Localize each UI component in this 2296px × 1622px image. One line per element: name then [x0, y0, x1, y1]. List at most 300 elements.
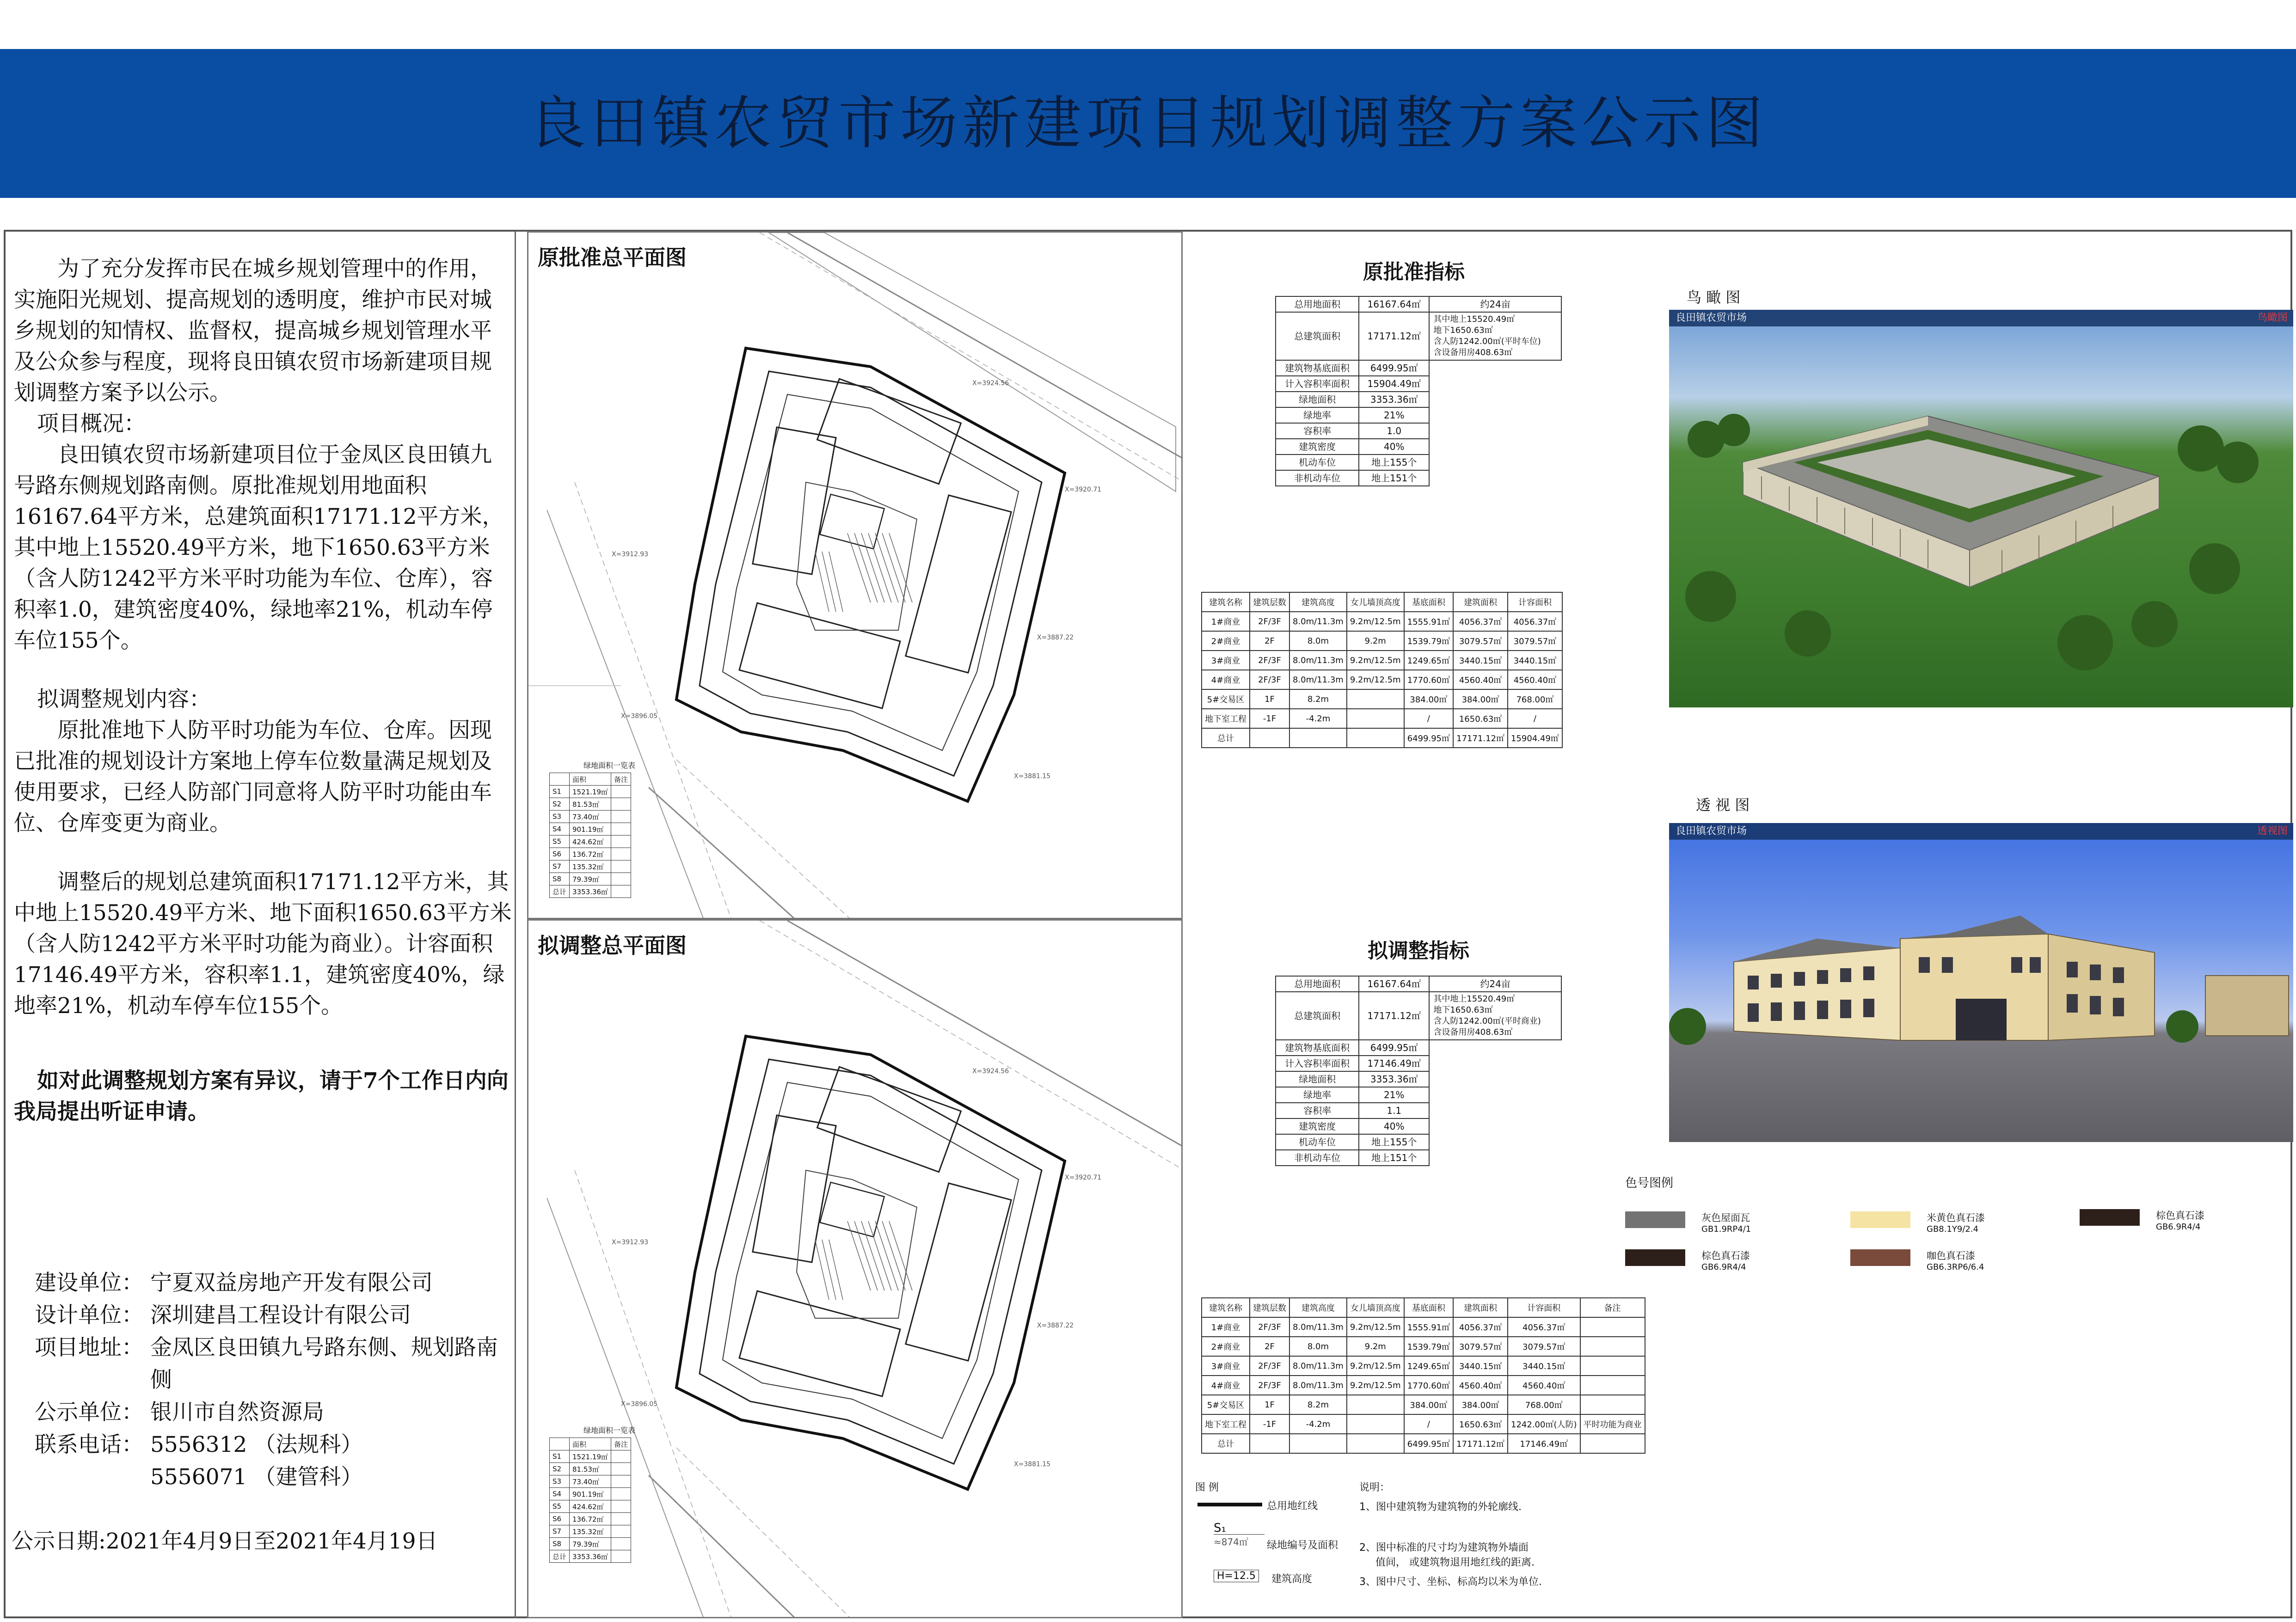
table-cell: 2F/3F — [1250, 1376, 1289, 1395]
cell: 16167.64㎡ — [1359, 976, 1429, 992]
cell: 机动车位 — [1276, 1134, 1359, 1150]
table-row — [550, 1438, 631, 1450]
table-row — [550, 836, 631, 848]
table-cell: 女儿墙顶高度 — [1347, 592, 1404, 612]
table-cell: 5#交易区 — [1202, 689, 1250, 709]
cell: 3353.36㎡ — [570, 1550, 611, 1563]
table-cell: 8.2m — [1289, 1395, 1347, 1414]
table-cell: 384.00㎡ — [1453, 689, 1508, 709]
table-cell: 384.00㎡ — [1404, 689, 1453, 709]
cell: 135.32㎡ — [570, 1525, 611, 1538]
table-cell: 3#商业 — [1202, 1356, 1250, 1376]
swatch-code: GB6.9R4/4 — [2156, 1222, 2201, 1232]
table-row — [1276, 423, 1561, 439]
table-row — [1202, 709, 1562, 728]
table-cell: 4056.37㎡ — [1508, 612, 1562, 631]
cell: S6 — [550, 1513, 570, 1525]
table-row — [550, 873, 631, 885]
cell: 79.39㎡ — [570, 873, 611, 885]
table-cell: 2F — [1250, 631, 1289, 651]
overview-heading: 项目概况： — [37, 411, 146, 436]
table-row — [1276, 312, 1561, 360]
table-row — [1202, 1414, 1645, 1434]
cell — [611, 1513, 631, 1525]
contacts — [35, 1267, 516, 1493]
table-cell: 平时功能为商业 — [1580, 1414, 1645, 1434]
cell: 81.53㎡ — [570, 798, 611, 811]
perspective-heading: 透 视 图 — [1696, 796, 1750, 814]
table-cell — [1289, 1434, 1347, 1453]
table-cell: 建筑层数 — [1250, 1298, 1289, 1317]
table-row — [1202, 670, 1562, 689]
table-cell: 3079.57㎡ — [1508, 631, 1562, 651]
swatch-code: GB1.9RP4/1 — [1701, 1224, 1751, 1234]
table-cell: 8.0m — [1289, 1337, 1347, 1356]
contact-row — [35, 1267, 516, 1299]
original-site-plan — [527, 231, 1183, 919]
table-row — [1202, 728, 1562, 748]
cell: 非机动车位 — [1276, 470, 1359, 486]
table-cell: 8.0m/11.3m — [1289, 1356, 1347, 1376]
table-row — [1202, 1376, 1645, 1395]
table-row — [1276, 1134, 1561, 1150]
table-cell: -4.2m — [1289, 1414, 1347, 1434]
adjust-paragraph: 原批准地下人防平时功能为车位、仓库。因现已批准的规划设计方案地上停车位数量满足规划及使用要求，已经人防部门同意将人防平时功能由车位、仓库变更为商业。 — [14, 718, 492, 836]
table-cell: 总计 — [1202, 1434, 1250, 1453]
table-row — [1202, 1434, 1645, 1453]
table-cell: 9.2m/12.5m — [1347, 1317, 1404, 1337]
swatch-code: GB6.3RP6/6.4 — [1927, 1262, 1984, 1272]
note: 值间， 或建筑物退用地红线的距离. — [1375, 1557, 1535, 1568]
table-cell — [1347, 689, 1404, 709]
cell: S8 — [550, 873, 570, 885]
contact-value: 5556312 （法规科） — [150, 1432, 363, 1457]
note-line: 含人防1242.00㎡(平时车位) — [1433, 337, 1541, 346]
overview-paragraph: 良田镇农贸市场新建项目位于金凤区良田镇九号路东侧规划路南侧。原批准规划用地面积16167.64平方米，总建筑面积17171.12平方米，其中地上15520.49平方米，地下1650.63平方米（含人防1242平方米平时功能为车位、仓库），容积率1.0，建筑密度40%，绿地率21%，机动车停车位155个。 — [14, 442, 504, 653]
cell: 备注 — [611, 773, 631, 786]
table-row — [1276, 1087, 1561, 1103]
table-cell: 2F/3F — [1250, 1317, 1289, 1337]
table-cell: 1#商业 — [1202, 1317, 1250, 1337]
table-cell: 3440.15㎡ — [1453, 651, 1508, 670]
table-cell: 4560.40㎡ — [1453, 1376, 1508, 1395]
cell: S3 — [550, 811, 570, 823]
plan-title: 拟调整总平面图 — [538, 933, 687, 958]
table-cell: / — [1508, 709, 1562, 728]
legend-item: 建筑高度 — [1271, 1573, 1313, 1585]
cell: 1.0 — [1359, 423, 1429, 439]
cell — [611, 1538, 631, 1550]
table-cell: 3079.57㎡ — [1453, 1337, 1508, 1356]
contact-row — [35, 1396, 516, 1429]
intro-text — [14, 253, 513, 1127]
swatch-chip — [2080, 1209, 2140, 1226]
table-row — [550, 1525, 631, 1538]
publication-date: 公示日期:2021年4月9日至2021年4月19日 — [12, 1529, 438, 1554]
cell: 136.72㎡ — [570, 848, 611, 860]
table-cell: 基底面积 — [1404, 1298, 1453, 1317]
table-cell — [1347, 1434, 1404, 1453]
cell: 总用地面积 — [1276, 296, 1359, 312]
table-cell: -1F — [1250, 1414, 1289, 1434]
table-cell: 1770.60㎡ — [1404, 1376, 1453, 1395]
table-cell: 9.2m/12.5m — [1347, 670, 1404, 689]
table-cell: 基底面积 — [1404, 592, 1453, 612]
cell: S7 — [550, 1525, 570, 1538]
table-cell: 备注 — [1580, 1298, 1645, 1317]
note-line: 地下1650.63㎡ — [1433, 1005, 1493, 1015]
table-cell: 4056.37㎡ — [1508, 1317, 1580, 1337]
cell — [611, 811, 631, 823]
table-cell: 建筑名称 — [1202, 1298, 1250, 1317]
table-cell: 1F — [1250, 689, 1289, 709]
cell: 地上155个 — [1359, 455, 1429, 470]
cell — [611, 798, 631, 811]
table-cell: 9.2m/12.5m — [1347, 612, 1404, 631]
table-row — [1276, 296, 1561, 312]
adjust-heading: 拟调整规划内容： — [37, 687, 211, 712]
contact-value: 银川市自然资源局 — [150, 1400, 324, 1425]
cell — [611, 1488, 631, 1500]
cell — [611, 860, 631, 873]
table-row — [550, 1538, 631, 1550]
cell: 17146.49㎡ — [1359, 1056, 1429, 1071]
green-id-mark: S₁ — [1214, 1521, 1226, 1535]
table-cell: 384.00㎡ — [1404, 1395, 1453, 1414]
table-cell: 建筑面积 — [1453, 592, 1508, 612]
table-cell: 女儿墙顶高度 — [1347, 1298, 1404, 1317]
photo-caption: 良田镇农贸市场 — [1676, 825, 1747, 837]
table-row — [1276, 360, 1561, 376]
table-cell: 1650.63㎡ — [1453, 709, 1508, 728]
original-building-table — [1201, 592, 1563, 748]
cell: 约24亩 — [1429, 296, 1561, 312]
cell: 73.40㎡ — [570, 1475, 611, 1488]
table-row — [1276, 376, 1561, 392]
contact-key: 联系电话： — [35, 1432, 143, 1457]
table-cell: 3#商业 — [1202, 651, 1250, 670]
table-cell — [1580, 1356, 1645, 1376]
table-row — [1202, 1317, 1645, 1337]
note-line: 其中地上15520.49㎡ — [1433, 994, 1515, 1004]
table-cell: 9.2m/12.5m — [1347, 1356, 1404, 1376]
cell: 17171.12㎡ — [1359, 992, 1429, 1040]
table-cell: 建筑名称 — [1202, 592, 1250, 612]
dimension-label: X=3920.71 — [1065, 486, 1102, 493]
cell: 建筑物基底面积 — [1276, 360, 1359, 376]
table-cell: 计容面积 — [1508, 1298, 1580, 1317]
table-cell: 384.00㎡ — [1453, 1395, 1508, 1414]
aerial-illustration — [1669, 310, 2293, 707]
contact-key: 建设单位： — [35, 1270, 143, 1296]
cell: 81.53㎡ — [570, 1463, 611, 1475]
table-cell: 6499.95㎡ — [1404, 728, 1453, 748]
cell: 3353.36㎡ — [1359, 1071, 1429, 1087]
table-row — [1276, 1040, 1561, 1056]
green-table-caption: 绿地面积一览表 — [583, 1426, 635, 1435]
cell: 绿地面积 — [1276, 1071, 1359, 1087]
note-line: 地下1650.63㎡ — [1433, 326, 1493, 335]
dimension-label: X=3912.93 — [612, 1239, 649, 1246]
perspective-illustration — [1669, 823, 2293, 1142]
table-row — [1276, 976, 1561, 992]
cell: 建筑密度 — [1276, 439, 1359, 455]
table-cell: 1249.65㎡ — [1404, 1356, 1453, 1376]
contact-value: 宁夏双益房地产开发有限公司 — [150, 1270, 433, 1296]
cell: 901.19㎡ — [570, 823, 611, 836]
cell — [611, 836, 631, 848]
table-cell — [1347, 1414, 1404, 1434]
cell: S5 — [550, 1500, 570, 1513]
cell: 40% — [1359, 1118, 1429, 1134]
adjusted-building-table — [1201, 1297, 1645, 1454]
cell: S4 — [550, 823, 570, 836]
contact-row — [35, 1332, 516, 1396]
table-row — [550, 1475, 631, 1488]
table-cell: 1F — [1250, 1395, 1289, 1414]
adjusted-summary: 调整后的规划总建筑面积17171.12平方米，其中地上15520.49平方米、地下面积1650.63平方米（含人防1242平方米平时功能为商业）。计容面积17146.49平方米，容积率1.1，建筑密度40%，绿地率21%，机动车停车位155个。 — [14, 869, 512, 1019]
cell: S4 — [550, 1488, 570, 1500]
cell — [611, 1500, 631, 1513]
table-cell — [1347, 728, 1404, 748]
cell: 总建筑面积 — [1276, 992, 1359, 1040]
table-row — [1202, 1356, 1645, 1376]
cell: 136.72㎡ — [570, 1513, 611, 1525]
table-cell — [1289, 728, 1347, 748]
table-cell: / — [1404, 1414, 1453, 1434]
note-line: 含设备用房408.63㎡ — [1433, 348, 1513, 357]
cell: 1521.19㎡ — [570, 1450, 611, 1463]
green-table-caption: 绿地面积一览表 — [583, 761, 635, 770]
cell — [550, 1438, 570, 1450]
cell: 计入容积率面积 — [1276, 376, 1359, 392]
dimension-label: X=3881.15 — [1014, 773, 1051, 780]
table-cell: 9.2m — [1347, 1337, 1404, 1356]
table-cell: 8.0m — [1289, 631, 1347, 651]
cell: 21% — [1359, 407, 1429, 423]
table-row — [1276, 1118, 1561, 1134]
legend-heading: 图 例 — [1195, 1482, 1219, 1493]
cell — [611, 1525, 631, 1538]
table-cell: 17146.49㎡ — [1508, 1434, 1580, 1453]
contact-value: 5556071 （建管科） — [150, 1464, 363, 1490]
indicator-heading: 拟调整指标 — [1368, 939, 1469, 963]
cell: 17171.12㎡ — [1359, 312, 1429, 360]
table-row — [550, 773, 631, 786]
contact-key: 项目地址： — [35, 1335, 143, 1360]
table-cell: 8.2m — [1289, 689, 1347, 709]
table-cell — [1347, 709, 1404, 728]
dimension-label: X=3920.71 — [1065, 1174, 1102, 1181]
cell — [1429, 312, 1561, 360]
perspective-rendering — [1669, 823, 2293, 1142]
dimension-label: X=3924.56 — [972, 1068, 1009, 1075]
table-row — [1276, 1071, 1561, 1087]
table-cell: 17171.12㎡ — [1453, 728, 1508, 748]
contact-row — [35, 1299, 516, 1332]
table-cell: 9.2m — [1347, 631, 1404, 651]
table-cell: 1249.65㎡ — [1404, 651, 1453, 670]
cell: 1521.19㎡ — [570, 786, 611, 798]
cell — [611, 1550, 631, 1563]
contact-value: 金凤区良田镇九号路东侧、规划路南侧 — [150, 1335, 498, 1393]
dimension-label: X=3887.22 — [1037, 634, 1074, 641]
table-cell: 2F/3F — [1250, 651, 1289, 670]
table-row — [1202, 1395, 1645, 1414]
table-cell: 6499.95㎡ — [1404, 1434, 1453, 1453]
cell: S5 — [550, 836, 570, 848]
notes-heading: 说明： — [1359, 1482, 1390, 1493]
cell: S2 — [550, 798, 570, 811]
table-cell: 8.0m/11.3m — [1289, 670, 1347, 689]
table-row — [1276, 1056, 1561, 1071]
table-row — [1276, 407, 1561, 423]
table-cell: 9.2m/12.5m — [1347, 1376, 1404, 1395]
cell: S7 — [550, 860, 570, 873]
contact-row — [35, 1429, 516, 1461]
table-cell: 1650.63㎡ — [1453, 1414, 1508, 1434]
table-cell: 3440.15㎡ — [1508, 651, 1562, 670]
table-cell: 1242.00㎡(人防) — [1508, 1414, 1580, 1434]
table-cell: 4560.40㎡ — [1508, 670, 1562, 689]
cell: 容积率 — [1276, 423, 1359, 439]
table-cell: 4#商业 — [1202, 1376, 1250, 1395]
cell — [611, 848, 631, 860]
table-row — [1276, 1150, 1561, 1166]
table-cell: 2F/3F — [1250, 612, 1289, 631]
contact-key: 公示单位： — [35, 1400, 143, 1425]
table-row — [1202, 631, 1562, 651]
table-cell: 4056.37㎡ — [1453, 1317, 1508, 1337]
table-cell — [1580, 1337, 1645, 1356]
table-cell — [1250, 1434, 1289, 1453]
contact-row — [35, 1461, 516, 1493]
table-cell: 4560.40㎡ — [1453, 670, 1508, 689]
cell: 面积 — [570, 1438, 611, 1450]
photo-tag: 鸟瞰图 — [2257, 312, 2288, 324]
note: 1、图中建筑物为建筑物的外轮廓线. — [1359, 1501, 1522, 1513]
cell: 绿地率 — [1276, 1087, 1359, 1103]
cell: S3 — [550, 1475, 570, 1488]
adjusted-site-plan — [527, 919, 1183, 1618]
table-row — [550, 811, 631, 823]
table-cell: -1F — [1250, 709, 1289, 728]
cell: 备注 — [611, 1438, 631, 1450]
table-cell: 1539.79㎡ — [1404, 1337, 1453, 1356]
cell: 73.40㎡ — [570, 811, 611, 823]
cell: 424.62㎡ — [570, 836, 611, 848]
legend-item: 总用地红线 — [1267, 1500, 1318, 1512]
table-row — [1202, 592, 1562, 612]
aerial-rendering — [1669, 310, 2293, 707]
table-cell: -4.2m — [1289, 709, 1347, 728]
swatch-chip — [1625, 1211, 1685, 1228]
table-row — [1202, 689, 1562, 709]
table-row — [1276, 1103, 1561, 1118]
swatch-code: GB8.1Y9/2.4 — [1927, 1224, 1979, 1234]
table-cell: 建筑面积 — [1453, 1298, 1508, 1317]
table-cell: 3079.57㎡ — [1508, 1337, 1580, 1356]
note-line: 含设备用房408.63㎡ — [1433, 1027, 1513, 1037]
cell: 135.32㎡ — [570, 860, 611, 873]
table-cell: 17171.12㎡ — [1453, 1434, 1508, 1453]
height-box: H=12.5 — [1214, 1570, 1259, 1582]
photo-tag: 透视图 — [2257, 825, 2288, 837]
table-row — [1202, 651, 1562, 670]
table-row — [550, 823, 631, 836]
table-row — [1202, 612, 1562, 631]
table-row — [550, 1500, 631, 1513]
table-cell: 地下室工程 — [1202, 1414, 1250, 1434]
table-cell: 计容面积 — [1508, 592, 1562, 612]
cell: 总用地面积 — [1276, 976, 1359, 992]
table-row — [550, 860, 631, 873]
page-title: 良田镇农贸市场新建项目规划调整方案公示图 — [528, 90, 1768, 157]
table-cell: 3440.15㎡ — [1508, 1356, 1580, 1376]
cell: 901.19㎡ — [570, 1488, 611, 1500]
table-cell: 地下室工程 — [1202, 709, 1250, 728]
table-cell: 1555.91㎡ — [1404, 1317, 1453, 1337]
table-row — [550, 1513, 631, 1525]
cell: S1 — [550, 1450, 570, 1463]
dimension-label: X=3912.93 — [612, 551, 649, 558]
contact-key: 设计单位： — [35, 1303, 143, 1328]
table-cell: 1539.79㎡ — [1404, 631, 1453, 651]
swatch-name: 咖色真石漆 — [1927, 1250, 1975, 1261]
cell: 40% — [1359, 439, 1429, 455]
table-row — [1276, 392, 1561, 407]
cell: 绿地率 — [1276, 407, 1359, 423]
table-cell: 总计 — [1202, 728, 1250, 748]
swatch-chip — [1850, 1211, 1910, 1228]
table-row — [1276, 455, 1561, 470]
table-row — [550, 1450, 631, 1463]
table-cell — [1580, 1317, 1645, 1337]
cell: 总建筑面积 — [1276, 312, 1359, 360]
boundary-line-swatch — [1197, 1503, 1262, 1506]
cell: 容积率 — [1276, 1103, 1359, 1118]
cell: 计入容积率面积 — [1276, 1056, 1359, 1071]
table-cell: 1555.91㎡ — [1404, 612, 1453, 631]
cell — [611, 786, 631, 798]
cell: 建筑密度 — [1276, 1118, 1359, 1134]
cell: 约24亩 — [1429, 976, 1561, 992]
table-cell: 8.0m/11.3m — [1289, 612, 1347, 631]
dimension-label: X=3924.56 — [972, 380, 1009, 387]
table-cell: 建筑高度 — [1289, 1298, 1347, 1317]
title-banner — [0, 49, 2296, 198]
table-cell: / — [1404, 709, 1453, 728]
table-cell: 1#商业 — [1202, 612, 1250, 631]
cell — [611, 1475, 631, 1488]
contact-value: 深圳建昌工程设计有限公司 — [150, 1303, 411, 1328]
cell: S2 — [550, 1463, 570, 1475]
indicator-heading: 原批准指标 — [1363, 260, 1465, 284]
table-cell: 建筑高度 — [1289, 592, 1347, 612]
green-area-table — [549, 1438, 631, 1563]
cell: S1 — [550, 786, 570, 798]
objection-notice: 如对此调整规划方案有异议，请于7个工作日内向我局提出听证申请。 — [14, 1068, 509, 1124]
table-cell — [1580, 1376, 1645, 1395]
cell: 1.1 — [1359, 1103, 1429, 1118]
photo-caption: 良田镇农贸市场 — [1676, 312, 1747, 324]
swatch-chip — [1850, 1249, 1910, 1266]
cell: 3353.36㎡ — [1359, 392, 1429, 407]
table-cell: 2F/3F — [1250, 670, 1289, 689]
dimension-label: X=3896.05 — [621, 713, 658, 720]
table-cell: 8.0m/11.3m — [1289, 1317, 1347, 1337]
cell: 15904.49㎡ — [1359, 376, 1429, 392]
